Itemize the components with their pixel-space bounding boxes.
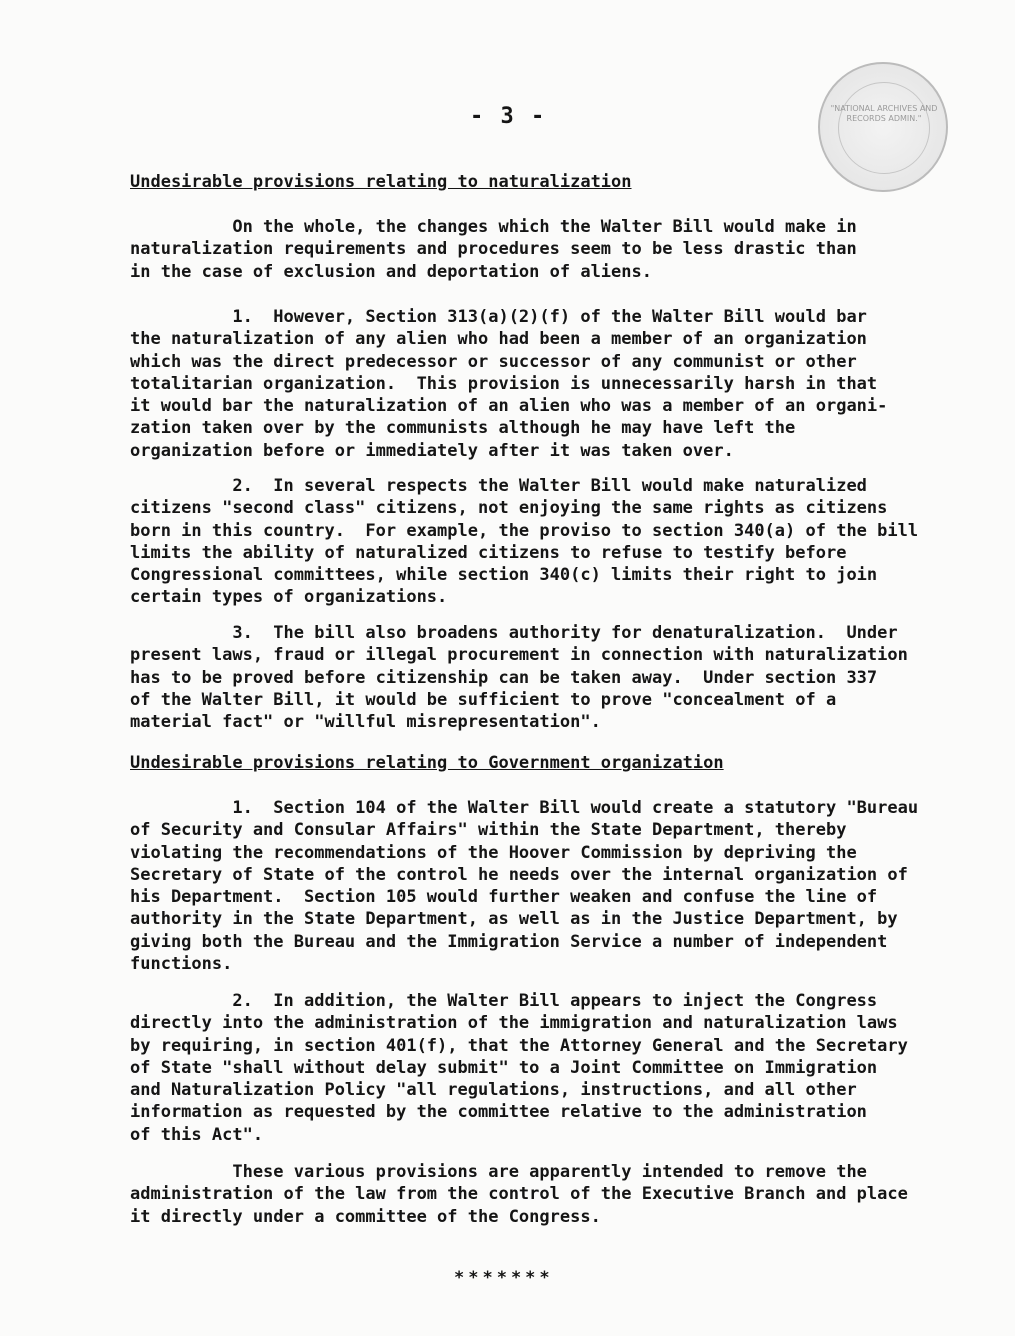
end-of-section-marks: ******* xyxy=(454,1268,554,1288)
section-heading-government-organization: Undesirable provisions relating to Government organization xyxy=(130,753,724,773)
page-number: - 3 - xyxy=(470,104,547,129)
paragraph-naturalization-item-3: 3. The bill also broadens authority for denaturalization. Under present laws, fraud or illegal procurement in connection with naturalization has to be proved before citizenship can be taken away. Under section 337 of the Walter Bill, it would be sufficient to prove "concealment of a material fact" or "willful misrepresentation". xyxy=(130,623,908,733)
paragraph-naturalization-item-2: 2. In several respects the Walter Bill would make naturalized citizens "second class" citizens, not enjoying the same rights as citizens born in this country. For example, the proviso to section 340(a) of the bill limits the ability of naturalized citizens to refuse to testify before Congressional committees, while section 340(c) limits their right to join certain types of organizations. xyxy=(130,476,919,608)
archive-stamp-inner-ring xyxy=(838,82,930,174)
archive-stamp xyxy=(818,62,948,192)
section-heading-naturalization: Undesirable provisions relating to naturalization xyxy=(130,172,632,192)
archive-stamp-text: "NATIONAL ARCHIVES AND RECORDS ADMIN." xyxy=(830,104,938,123)
paragraph-naturalization-intro: On the whole, the changes which the Walter Bill would make in naturalization requirements and procedures seem to be less drastic than in the case of exclusion and deportation of aliens. xyxy=(130,217,857,282)
paragraph-naturalization-item-1: 1. However, Section 313(a)(2)(f) of the Walter Bill would bar the naturalization of any alien who had been a member of an organization which was the direct predecessor or successor of any communist or other totalitarian organization. This provision is unnecessarily harsh in that it would bar the naturalization of an alien who was a member of an organi- zation taken over by the communists although he may have left the organization before or immediately after it was taken over. xyxy=(130,307,888,461)
paragraph-conclusion: These various provisions are apparently intended to remove the administration of the law from the control of the Executive Branch and place it directly under a committee of the Congress. xyxy=(130,1162,908,1227)
paragraph-government-item-2: 2. In addition, the Walter Bill appears to inject the Congress directly into the administration of the immigration and naturalization laws by requiring, in section 401(f), that the Attorney General and the Secretary of State "shall without delay submit" to a Joint Committee on Immigration and Naturalization Policy "all regulations, instructions, and all other information as requested by the committee relative to the administration of this Act". xyxy=(130,991,908,1145)
paragraph-government-item-1: 1. Section 104 of the Walter Bill would create a statutory "Bureau of Security and Consular Affairs" within the State Department, thereby violating the recommendations of the Hoover Commission by depriving the Secretary of State of the control he needs over the internal organization of his Department. Section 105 would further weaken and confuse the line of authority in the State Department, as well as in the Justice Department, by giving both the Bureau and the Immigration Service a number of independent functions. xyxy=(130,798,919,975)
